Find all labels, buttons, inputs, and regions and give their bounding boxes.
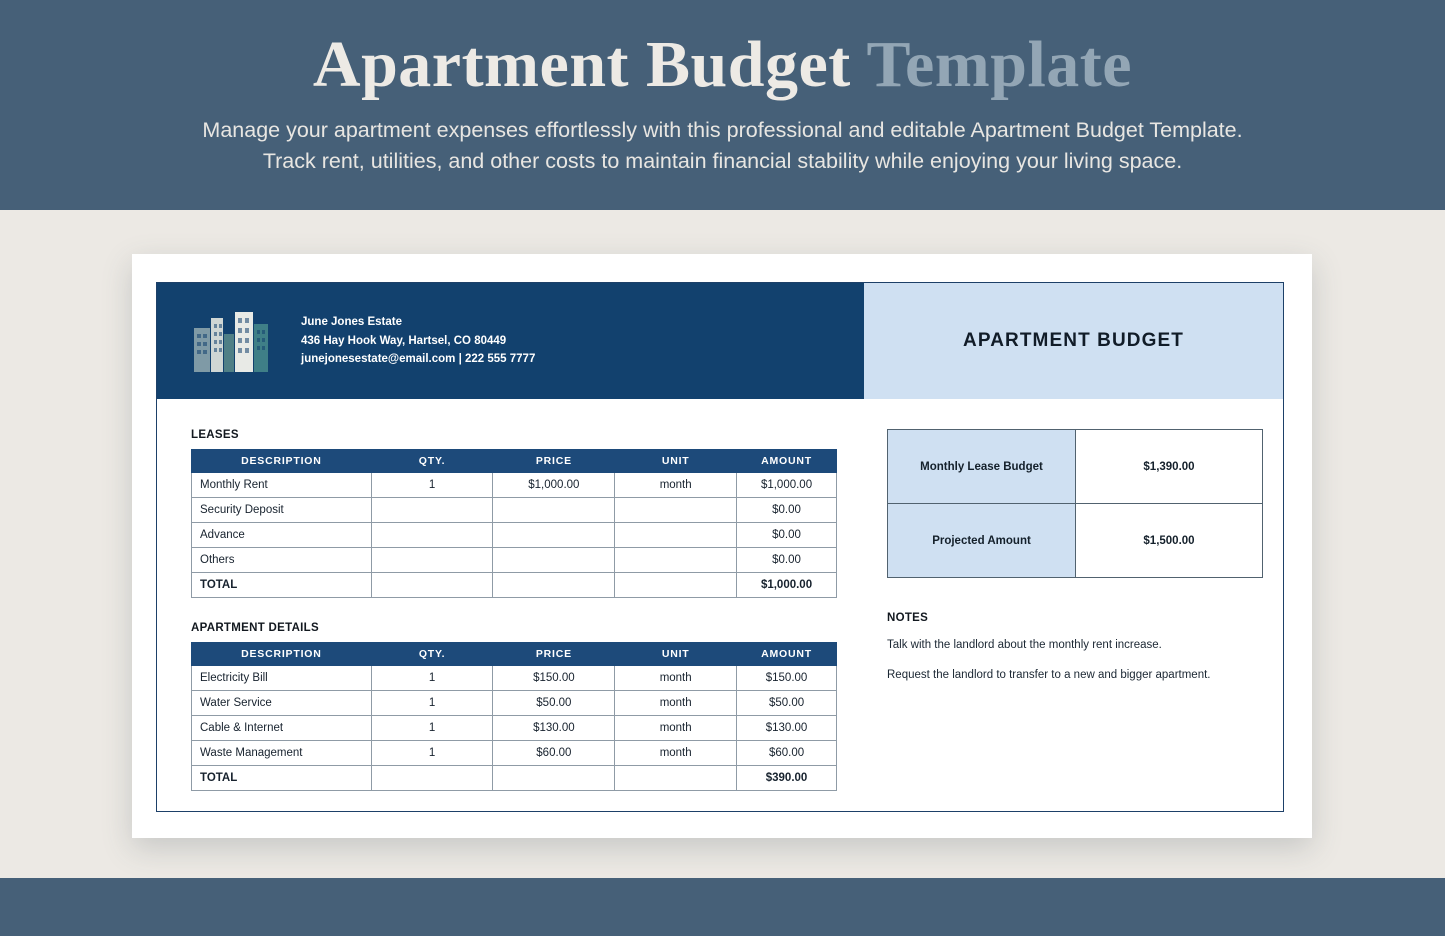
- apartment-details-total-row: [192, 766, 837, 791]
- column-header-unit: UNIT: [615, 450, 737, 473]
- leases-total-row: [192, 573, 837, 598]
- summary-row: [888, 430, 1263, 504]
- cell-qty[interactable]: 1: [371, 666, 493, 691]
- cell-qty[interactable]: 1: [371, 691, 493, 716]
- column-header-amount: AMOUNT: [737, 643, 837, 666]
- total-amount: $1,000.00: [737, 573, 837, 598]
- summary-column: [861, 429, 1283, 791]
- cell-price[interactable]: [493, 523, 615, 548]
- cell-qty[interactable]: [371, 498, 493, 523]
- summary-row: [888, 504, 1263, 578]
- cell-amount[interactable]: $130.00: [737, 716, 837, 741]
- summary-value[interactable]: $1,390.00: [1076, 430, 1263, 504]
- column-header-price: PRICE: [493, 643, 615, 666]
- cell-price[interactable]: $150.00: [493, 666, 615, 691]
- note-item[interactable]: Talk with the landlord about the monthly rent increase.: [887, 639, 1162, 651]
- page-title-main: Apartment Budget: [312, 28, 851, 101]
- column-header-description: DESCRIPTION: [192, 450, 372, 473]
- banner-subtitle: [0, 99, 1445, 176]
- table-row[interactable]: [192, 691, 837, 716]
- summary-label: Monthly Lease Budget: [888, 430, 1076, 504]
- leases-table: [191, 449, 837, 598]
- cell-unit[interactable]: [615, 498, 737, 523]
- cell-description[interactable]: Electricity Bill: [192, 666, 372, 691]
- table-row[interactable]: [192, 523, 837, 548]
- cell-unit[interactable]: month: [615, 741, 737, 766]
- cell-amount[interactable]: $0.00: [737, 523, 837, 548]
- table-row[interactable]: [192, 741, 837, 766]
- cell-amount[interactable]: $1,000.00: [737, 473, 837, 498]
- cell-price[interactable]: $50.00: [493, 691, 615, 716]
- cell-description[interactable]: Advance: [192, 523, 372, 548]
- cell-description[interactable]: Water Service: [192, 691, 372, 716]
- cell-price[interactable]: [493, 548, 615, 573]
- apartment-details-table: [191, 642, 837, 791]
- banner-subtitle-line1: Manage your apartment expenses effortlessly with this professional and editable Apartment Budget Template.: [202, 118, 1243, 143]
- budget-sheet: [156, 282, 1284, 812]
- footer-strip: [0, 878, 1445, 936]
- table-row[interactable]: [192, 666, 837, 691]
- cell-description[interactable]: Others: [192, 548, 372, 573]
- table-row[interactable]: [192, 716, 837, 741]
- total-price-cell: [493, 573, 615, 598]
- total-qty-cell: [371, 766, 493, 791]
- column-header-qty: QTY.: [371, 450, 493, 473]
- total-label: TOTAL: [192, 766, 372, 791]
- document-card: [132, 254, 1312, 838]
- total-label: TOTAL: [192, 573, 372, 598]
- spacer: [191, 598, 861, 622]
- cell-qty[interactable]: 1: [371, 716, 493, 741]
- cell-description[interactable]: Monthly Rent: [192, 473, 372, 498]
- column-header-amount: AMOUNT: [737, 450, 837, 473]
- cell-unit[interactable]: month: [615, 666, 737, 691]
- table-row[interactable]: [192, 473, 837, 498]
- total-unit-cell: [615, 766, 737, 791]
- total-unit-cell: [615, 573, 737, 598]
- summary-label: Projected Amount: [888, 504, 1076, 578]
- table-header-row: [192, 450, 837, 473]
- note-item[interactable]: Request the landlord to transfer to a new and bigger apartment.: [887, 669, 1211, 682]
- cell-unit[interactable]: month: [615, 716, 737, 741]
- page-title: [0, 0, 1445, 99]
- cell-price[interactable]: $60.00: [493, 741, 615, 766]
- cell-description[interactable]: Security Deposit: [192, 498, 372, 523]
- total-price-cell: [493, 766, 615, 791]
- table-row[interactable]: [192, 498, 837, 523]
- cell-amount[interactable]: $150.00: [737, 666, 837, 691]
- buildings-icon: [185, 310, 285, 372]
- cell-unit[interactable]: [615, 523, 737, 548]
- apartment-details-label: APARTMENT DETAILS: [191, 622, 319, 634]
- company-address: 436 Hay Hook Way, Hartsel, CO 80449: [301, 334, 507, 347]
- cell-description[interactable]: Cable & Internet: [192, 716, 372, 741]
- cell-description[interactable]: Waste Management: [192, 741, 372, 766]
- cell-amount[interactable]: $0.00: [737, 548, 837, 573]
- summary-table: [887, 429, 1263, 578]
- cell-price[interactable]: $1,000.00: [493, 473, 615, 498]
- leases-label: LEASES: [191, 429, 239, 441]
- table-header-row: [192, 643, 837, 666]
- cell-unit[interactable]: [615, 548, 737, 573]
- column-header-price: PRICE: [493, 450, 615, 473]
- column-header-unit: UNIT: [615, 643, 737, 666]
- cell-price[interactable]: $130.00: [493, 716, 615, 741]
- cell-unit[interactable]: month: [615, 473, 737, 498]
- table-row[interactable]: [192, 548, 837, 573]
- cell-price[interactable]: [493, 498, 615, 523]
- cell-qty[interactable]: [371, 523, 493, 548]
- page-title-accent: Template: [866, 28, 1133, 101]
- tables-column: [157, 429, 861, 791]
- sheet-title-panel: [864, 283, 1283, 399]
- cell-amount[interactable]: $0.00: [737, 498, 837, 523]
- column-header-qty: QTY.: [371, 643, 493, 666]
- sheet-body: [157, 399, 1283, 791]
- sheet-title: APARTMENT BUDGET: [963, 330, 1184, 351]
- column-header-description: DESCRIPTION: [192, 643, 372, 666]
- cell-unit[interactable]: month: [615, 691, 737, 716]
- cell-qty[interactable]: 1: [371, 741, 493, 766]
- header-banner: [0, 0, 1445, 210]
- cell-qty[interactable]: [371, 548, 493, 573]
- sheet-header-company: [157, 283, 864, 399]
- cell-amount[interactable]: $50.00: [737, 691, 837, 716]
- sheet-header: [157, 283, 1283, 399]
- company-contact: junejonesestate@email.com | 222 555 7777: [301, 353, 536, 366]
- total-qty-cell: [371, 573, 493, 598]
- company-name: June Jones Estate: [301, 315, 402, 328]
- banner-subtitle-line2: Track rent, utilities, and other costs to maintain financial stability while enjoying your living space.: [262, 148, 1183, 173]
- summary-value[interactable]: $1,500.00: [1076, 504, 1263, 578]
- notes-label: NOTES: [887, 612, 929, 624]
- total-amount: $390.00: [737, 766, 837, 791]
- cell-qty[interactable]: 1: [371, 473, 493, 498]
- cell-amount[interactable]: $60.00: [737, 741, 837, 766]
- company-info: [301, 313, 535, 370]
